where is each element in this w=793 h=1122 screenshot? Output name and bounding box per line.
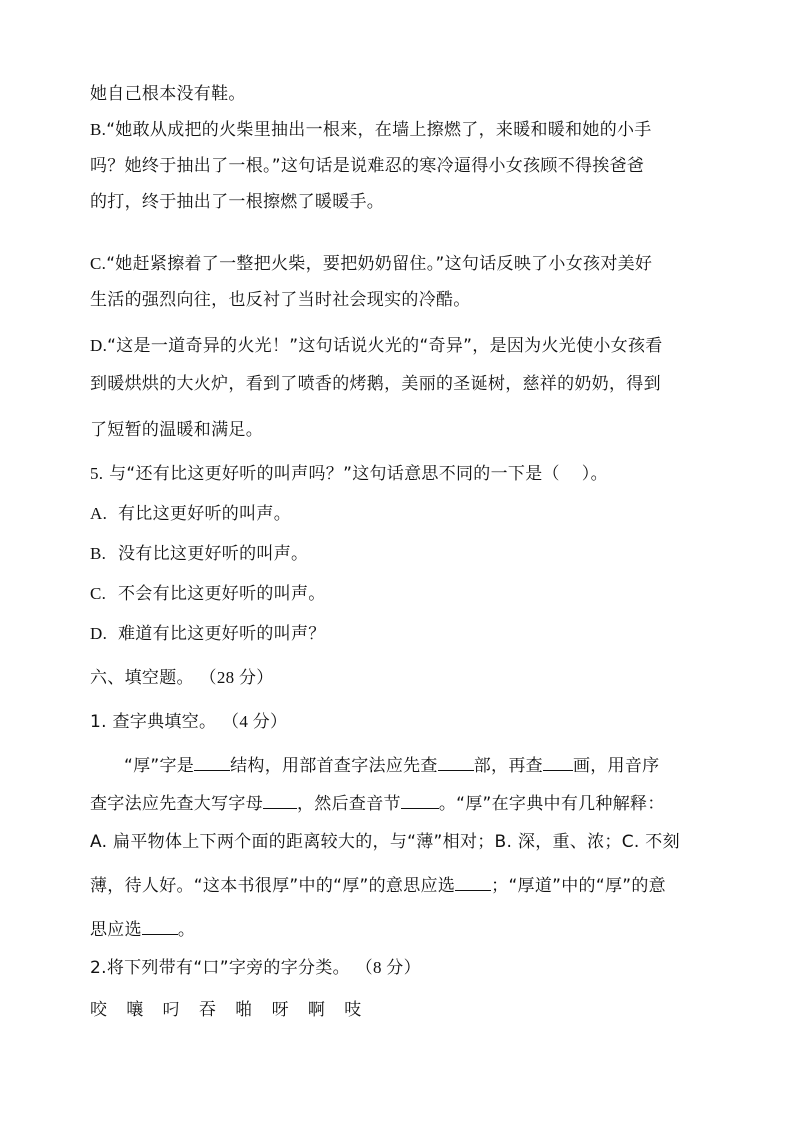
- q5-option-c: [90, 584, 326, 604]
- q6-1-line-2: [90, 792, 665, 812]
- q4-option-c-line-1: [90, 254, 652, 274]
- q4-option-c-line-2: 生活的强烈向往，也反衬了当时社会现实的冷酷。: [90, 290, 471, 310]
- question-title: 2.将下列带有“口”字旁的字分类。: [90, 958, 350, 978]
- fill-blank[interactable]: [142, 918, 178, 935]
- section-title: 六、填空题。: [90, 668, 194, 688]
- q4-option-b-line-1: [90, 120, 652, 140]
- question-title: 1. 查字典填空。: [90, 712, 217, 732]
- q5-stem-end: ）。: [581, 464, 608, 484]
- option-text: 难道有比这更好听的叫声？: [118, 624, 326, 644]
- text: 。“厚”在字典中有几种解释：: [438, 794, 665, 814]
- q5-option-b: [90, 544, 308, 564]
- section-6-heading: [90, 668, 274, 688]
- text: 结构，用部首查字法应先查: [230, 756, 438, 776]
- q4-option-d-line-3: 了短暂的温暖和满足。: [90, 420, 263, 440]
- character: 叼: [162, 1000, 180, 1020]
- option-text: 没有比这更好听的叫声。: [118, 544, 309, 564]
- text: ，然后查音节: [297, 794, 401, 814]
- option-text: 有比这更好听的叫声。: [118, 504, 291, 524]
- option-label: B.: [90, 120, 107, 139]
- q4-option-b-line-2: 吗？她终于抽出了一根。”这句话是说难忍的寒冷逼得小女孩顾不得挨爸爸: [90, 156, 645, 176]
- option-label: C.: [90, 254, 107, 273]
- text: 思应选: [90, 920, 142, 940]
- question-number: 5.: [90, 464, 104, 483]
- q6-2-heading: [90, 958, 421, 978]
- text: ；“厚道”中的“厚”的意: [491, 876, 666, 896]
- text: 画，用音序: [572, 756, 660, 776]
- text: 。: [177, 920, 196, 940]
- fill-blank[interactable]: [455, 874, 491, 891]
- character: 咬: [90, 1000, 108, 1020]
- option-label: B.: [90, 544, 107, 563]
- q6-1-line-3: A. 扁平物体上下两个面的距离较大的，与“薄”相对；B. 深，重、浓；C. 不刻: [90, 832, 680, 852]
- text: 查字法应先查大写字母: [90, 794, 263, 814]
- q5-option-a: [90, 504, 291, 524]
- q6-2-character-list: [90, 1000, 381, 1020]
- option-label: C.: [90, 584, 107, 603]
- continuation-line: 她自己根本没有鞋。: [90, 84, 246, 104]
- character: 啊: [307, 1000, 326, 1020]
- fill-blank[interactable]: [401, 792, 439, 809]
- question-score: （8 分）: [355, 958, 421, 977]
- q6-1-line-5: [90, 918, 195, 938]
- option-label: D.: [90, 336, 108, 355]
- q6-1-line-4: [90, 874, 666, 894]
- text: “厚”字是: [124, 756, 195, 776]
- section-score: （28 分）: [199, 668, 274, 687]
- fill-blank[interactable]: [263, 792, 297, 809]
- q5-stem: [90, 464, 608, 484]
- fill-blank[interactable]: [194, 754, 230, 771]
- character: 啪: [235, 1000, 253, 1020]
- q6-1-line-1: [90, 754, 659, 774]
- option-text: 不会有比这更好听的叫声。: [118, 584, 326, 604]
- q4-option-d-line-2: 到暖烘烘的大火炉，看到了喷香的烤鹅，美丽的圣诞树，慈祥的奶奶，得到: [90, 374, 661, 394]
- character: 吱: [344, 1000, 362, 1020]
- option-text: “这是一道奇异的火光！”这句话说火光的“奇异”，是因为火光使小女孩看: [107, 336, 663, 356]
- q6-1-heading: [90, 712, 287, 732]
- character: 吞: [198, 1000, 217, 1020]
- text: 部，再查: [473, 756, 543, 776]
- character: 呀: [271, 1000, 289, 1020]
- q4-option-d-line-1: [90, 336, 663, 356]
- option-label: D.: [90, 624, 108, 643]
- question-score: （4 分）: [222, 712, 288, 731]
- q5-option-d: [90, 624, 326, 644]
- q4-option-b-line-3: 的打，终于抽出了一根擦燃了暖暖手。: [90, 192, 385, 212]
- character: 嚷: [126, 1000, 144, 1020]
- text: 薄，待人好。“这本书很厚”中的“厚”的意思应选: [90, 876, 456, 896]
- fill-blank[interactable]: [438, 754, 474, 771]
- option-text: “她赶紧擦着了一整把火柴，要把奶奶留住。”这句话反映了小女孩对美好: [106, 254, 653, 274]
- option-text: “她敢从成把的火柴里抽出一根来，在墙上擦燃了，来暖和暖和她的小手: [106, 120, 652, 140]
- q5-stem-text: 与“还有比这更好听的叫声吗？”这句话意思不同的一下是（: [109, 464, 560, 484]
- fill-blank[interactable]: [543, 754, 573, 771]
- option-label: A.: [90, 504, 108, 523]
